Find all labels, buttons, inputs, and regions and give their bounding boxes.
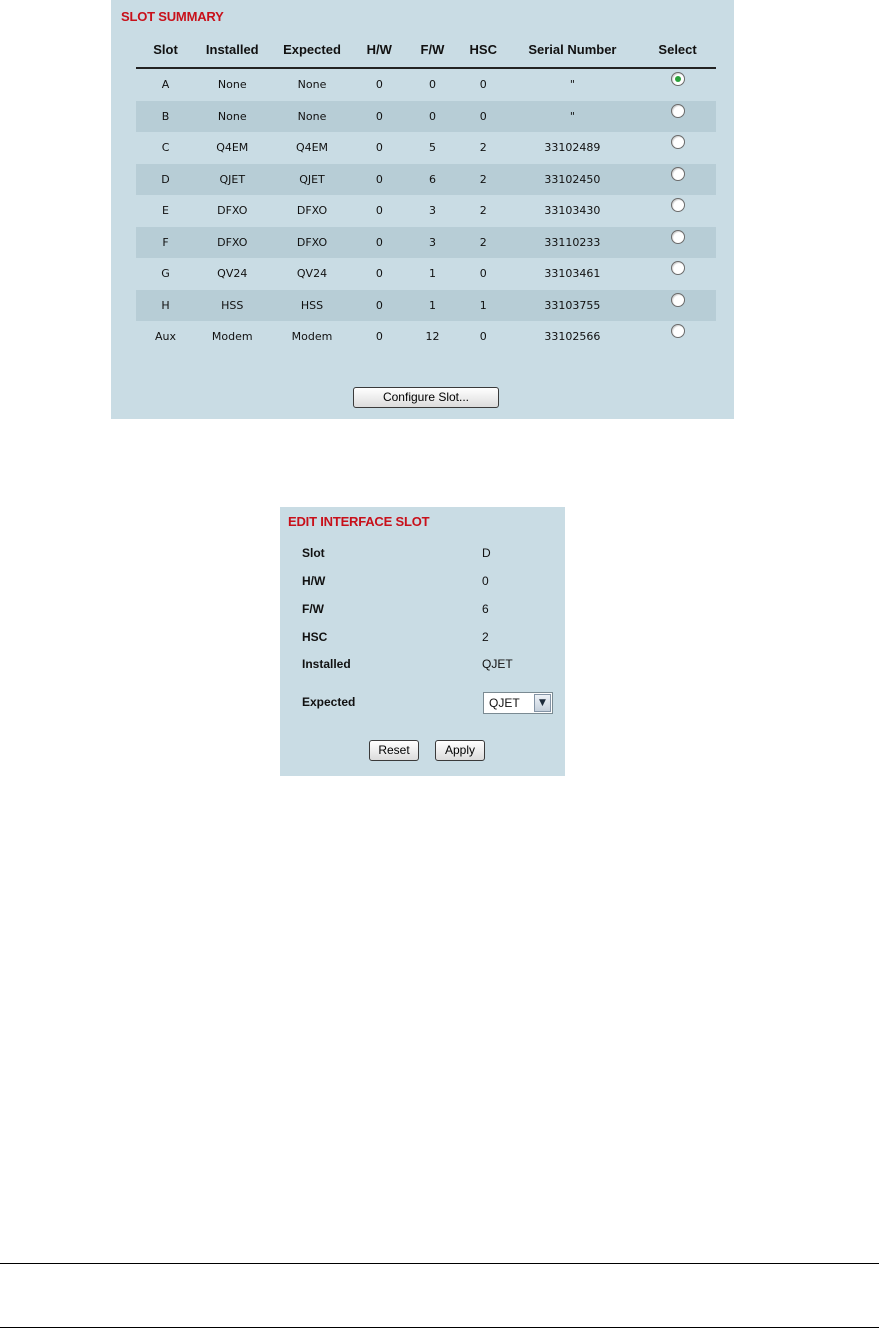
serial-cell: 33103461 bbox=[544, 267, 601, 281]
select-radio[interactable] bbox=[671, 293, 685, 307]
edit-interface-slot-panel bbox=[280, 507, 565, 776]
hsc-cell: 0 bbox=[479, 267, 487, 281]
fw-cell: 0 bbox=[404, 101, 461, 133]
table-row bbox=[136, 68, 716, 101]
column-header-fw: F/W bbox=[404, 32, 461, 68]
installed-cell: None bbox=[195, 101, 269, 133]
installed-cell: Modem bbox=[211, 330, 253, 344]
reset-button[interactable]: Reset bbox=[369, 740, 419, 761]
expected-cell: Q4EM bbox=[295, 141, 329, 155]
expected-cell: DFXO bbox=[296, 204, 328, 218]
installed-label: Installed bbox=[302, 657, 351, 671]
serial-cell: " bbox=[506, 101, 639, 133]
hsc-cell: 0 bbox=[461, 101, 506, 133]
installed-cell: Q4EM bbox=[216, 141, 249, 155]
hw-cell: 0 bbox=[375, 78, 383, 92]
installed-cell: DFXO bbox=[217, 204, 248, 218]
select-radio[interactable] bbox=[671, 167, 685, 181]
fw-value: 6 bbox=[482, 602, 489, 616]
serial-cell: " bbox=[569, 78, 575, 92]
slot-summary-table bbox=[136, 32, 716, 353]
installed-cell: None bbox=[217, 78, 247, 92]
edit-slot-title: EDIT INTERFACE SLOT bbox=[288, 514, 430, 529]
slot-cell: G bbox=[161, 267, 170, 281]
expected-cell: None bbox=[269, 101, 354, 133]
fw-label: F/W bbox=[302, 602, 324, 616]
select-radio[interactable] bbox=[671, 230, 685, 244]
hsc-cell: 2 bbox=[461, 164, 506, 196]
column-header-expected: Expected bbox=[269, 32, 354, 68]
fw-cell: 6 bbox=[404, 164, 461, 196]
hsc-cell: 0 bbox=[479, 330, 487, 344]
hsc-cell: 0 bbox=[479, 78, 487, 92]
column-header-slot: Slot bbox=[136, 32, 195, 68]
slot-cell: B bbox=[136, 101, 195, 133]
expected-cell: None bbox=[297, 78, 327, 92]
select-radio[interactable] bbox=[671, 104, 685, 118]
installed-cell: QJET bbox=[195, 164, 269, 196]
table-row bbox=[136, 227, 716, 259]
hw-cell: 0 bbox=[355, 290, 405, 322]
serial-cell: 33102450 bbox=[506, 164, 639, 196]
slot-cell: Aux bbox=[155, 330, 177, 344]
slot-summary-title: SLOT SUMMARY bbox=[121, 9, 224, 24]
select-radio[interactable] bbox=[671, 135, 685, 149]
table-row bbox=[136, 321, 716, 353]
chevron-down-icon[interactable]: ▼ bbox=[534, 694, 551, 712]
hsc-cell: 2 bbox=[461, 227, 506, 259]
fw-cell: 0 bbox=[428, 78, 436, 92]
serial-cell: 33102566 bbox=[544, 330, 601, 344]
expected-cell: QJET bbox=[269, 164, 354, 196]
table-row bbox=[136, 164, 716, 196]
select-radio[interactable] bbox=[671, 261, 685, 275]
apply-button[interactable]: Apply bbox=[435, 740, 485, 761]
hw-cell: 0 bbox=[355, 101, 405, 133]
slot-value: D bbox=[482, 546, 491, 560]
table-row bbox=[136, 195, 716, 227]
fw-cell: 3 bbox=[404, 227, 461, 259]
hw-label: H/W bbox=[302, 574, 326, 588]
select-radio[interactable] bbox=[671, 72, 685, 86]
hsc-value: 2 bbox=[482, 630, 489, 644]
fw-cell: 3 bbox=[428, 204, 436, 218]
hw-value: 0 bbox=[482, 574, 489, 588]
expected-label: Expected bbox=[302, 695, 356, 709]
serial-cell: 33103755 bbox=[506, 290, 639, 322]
hw-cell: 0 bbox=[355, 164, 405, 196]
hw-cell: 0 bbox=[355, 227, 405, 259]
expected-select-value: QJET bbox=[489, 696, 520, 710]
hsc-cell: 2 bbox=[479, 141, 487, 155]
expected-select[interactable] bbox=[483, 692, 553, 714]
configure-slot-button[interactable]: Configure Slot... bbox=[353, 387, 499, 408]
hw-cell: 0 bbox=[375, 267, 383, 281]
table-row bbox=[136, 101, 716, 133]
column-header-installed: Installed bbox=[195, 32, 269, 68]
expected-cell: Modem bbox=[291, 330, 333, 344]
hsc-cell: 1 bbox=[461, 290, 506, 322]
table-header-row bbox=[136, 32, 716, 68]
expected-cell: QV24 bbox=[296, 267, 328, 281]
slot-cell: F bbox=[136, 227, 195, 259]
expected-cell: DFXO bbox=[269, 227, 354, 259]
fw-cell: 1 bbox=[428, 267, 436, 281]
select-radio[interactable] bbox=[671, 198, 685, 212]
table-row bbox=[136, 258, 716, 290]
slot-cell: A bbox=[161, 78, 170, 92]
hw-cell: 0 bbox=[375, 330, 383, 344]
serial-cell: 33103430 bbox=[544, 204, 601, 218]
installed-cell: QV24 bbox=[217, 267, 248, 281]
serial-cell: 33110233 bbox=[506, 227, 639, 259]
fw-cell: 5 bbox=[428, 141, 436, 155]
column-header-select: Select bbox=[639, 32, 716, 68]
hw-cell: 0 bbox=[375, 204, 383, 218]
table-row bbox=[136, 290, 716, 322]
select-radio[interactable] bbox=[671, 324, 685, 338]
fw-cell: 1 bbox=[404, 290, 461, 322]
footer-divider-bottom bbox=[0, 1327, 879, 1328]
slot-summary-panel bbox=[111, 0, 734, 419]
installed-cell: HSS bbox=[195, 290, 269, 322]
column-header-hsc: HSC bbox=[461, 32, 506, 68]
fw-cell: 12 bbox=[425, 330, 440, 344]
hsc-label: HSC bbox=[302, 630, 328, 644]
slot-cell: D bbox=[136, 164, 195, 196]
slot-cell: C bbox=[161, 141, 170, 155]
column-header-hw: H/W bbox=[355, 32, 405, 68]
installed-cell: DFXO bbox=[195, 227, 269, 259]
slot-cell: E bbox=[162, 204, 169, 218]
slot-label: Slot bbox=[302, 546, 325, 560]
slot-cell: H bbox=[136, 290, 195, 322]
expected-cell: HSS bbox=[269, 290, 354, 322]
footer-divider-top bbox=[0, 1263, 879, 1264]
serial-cell: 33102489 bbox=[544, 141, 601, 155]
installed-value: QJET bbox=[482, 657, 513, 671]
table-row bbox=[136, 132, 716, 164]
hsc-cell: 2 bbox=[479, 204, 487, 218]
column-header-serial-number: Serial Number bbox=[506, 32, 639, 68]
hw-cell: 0 bbox=[375, 141, 383, 155]
